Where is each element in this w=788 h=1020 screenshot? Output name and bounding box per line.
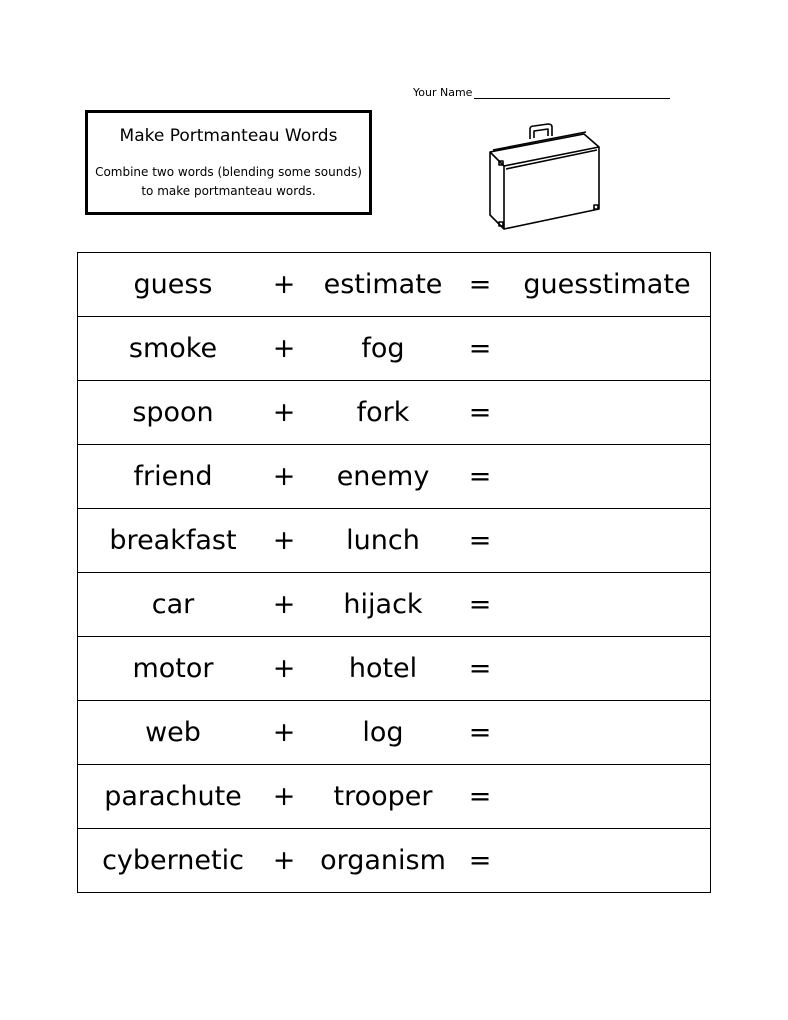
table-row (78, 509, 710, 573)
second-word: log (362, 717, 404, 748)
second-word: fog (361, 333, 405, 364)
worksheet-title: Make Portmanteau Words (119, 126, 338, 146)
first-word: smoke (128, 333, 218, 364)
equals-sign: = (468, 525, 492, 556)
instructions-box (85, 110, 372, 215)
plus-sign: + (272, 269, 296, 300)
second-word: trooper (333, 781, 433, 812)
name-line (413, 86, 670, 99)
instructions-line-2: to make portmanteau words. (141, 184, 316, 198)
table-row (78, 253, 710, 317)
equals-sign: = (468, 653, 492, 684)
plus-sign: + (272, 589, 296, 620)
table-row (78, 701, 710, 765)
equals-sign: = (468, 269, 492, 300)
second-word: hijack (343, 589, 423, 620)
first-word: breakfast (109, 525, 237, 556)
plus-sign: + (272, 333, 296, 364)
equals-sign: = (468, 589, 492, 620)
second-word: fork (356, 397, 410, 428)
word-table (77, 252, 711, 893)
equals-sign: = (468, 333, 492, 364)
table-row (78, 317, 710, 381)
plus-sign: + (272, 653, 296, 684)
equals-sign: = (468, 461, 492, 492)
equals-sign: = (468, 781, 492, 812)
second-word: estimate (323, 269, 443, 300)
first-word: web (145, 717, 201, 748)
table-row (78, 829, 710, 892)
equals-sign: = (468, 397, 492, 428)
plus-sign: + (272, 845, 296, 876)
first-word: car (151, 589, 195, 620)
table-row (78, 445, 710, 509)
name-label: Your Name (413, 86, 473, 99)
instructions-text (88, 163, 369, 201)
first-word: cybernetic (102, 845, 244, 876)
instructions-line-1: Combine two words (blending some sounds) (95, 165, 362, 179)
name-blank[interactable] (474, 87, 670, 99)
second-word: hotel (348, 653, 418, 684)
second-word: lunch (346, 525, 420, 556)
first-word: spoon (132, 397, 214, 428)
second-word: organism (320, 845, 446, 876)
first-word: parachute (104, 781, 242, 812)
plus-sign: + (272, 525, 296, 556)
first-word: friend (133, 461, 213, 492)
answer-cell[interactable]: guesstimate (523, 269, 691, 300)
suitcase-icon (484, 121, 606, 236)
first-word: guess (133, 269, 213, 300)
plus-sign: + (272, 397, 296, 428)
table-row (78, 765, 710, 829)
table-row (78, 573, 710, 637)
plus-sign: + (272, 461, 296, 492)
table-row (78, 637, 710, 701)
first-word: motor (132, 653, 214, 684)
plus-sign: + (272, 781, 296, 812)
plus-sign: + (272, 717, 296, 748)
table-row (78, 381, 710, 445)
equals-sign: = (468, 717, 492, 748)
equals-sign: = (468, 845, 492, 876)
second-word: enemy (336, 461, 430, 492)
